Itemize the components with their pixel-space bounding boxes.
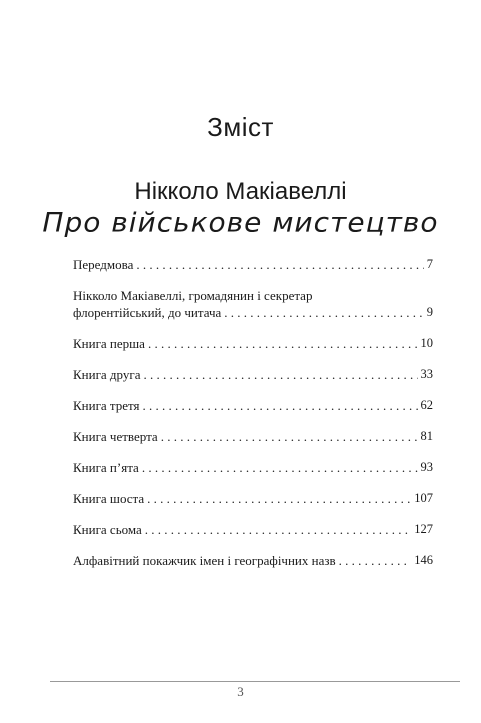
toc-entry-book-1[interactable] xyxy=(73,335,433,352)
toc-leader-dots xyxy=(142,459,418,476)
toc-entry-book-2[interactable] xyxy=(73,366,433,383)
toc-entry-title: Передмова xyxy=(73,257,134,272)
toc-leader-dots xyxy=(147,490,411,507)
toc-page-number: 9 xyxy=(426,305,433,319)
toc-entry-title: Книга третя xyxy=(73,398,140,413)
toc-entry-book-6[interactable] xyxy=(73,490,433,507)
toc-entry-title: Книга перша xyxy=(73,336,145,351)
toc-leader-dots xyxy=(148,335,418,352)
toc-leader-dots xyxy=(145,521,411,538)
toc-entry-title-line1: Нікколо Макіавеллі, громадянин і секретар xyxy=(73,288,313,303)
table-of-contents xyxy=(73,256,433,583)
toc-entry-title: Книга четверта xyxy=(73,429,158,444)
toc-page-number: 33 xyxy=(420,367,433,381)
toc-entry-title: Алфавітний покажчик імен і географічних назв xyxy=(73,553,336,568)
toc-page-number: 7 xyxy=(426,257,433,271)
toc-entry-index[interactable] xyxy=(73,552,433,569)
toc-entry-title: Книга друга xyxy=(73,367,141,382)
book-title: Про військове мистецтво xyxy=(42,206,439,239)
toc-entry-book-7[interactable] xyxy=(73,521,433,538)
footer-divider xyxy=(50,681,460,682)
toc-entry-title: Книга сьома xyxy=(73,522,142,537)
toc-page-number: 146 xyxy=(414,553,433,567)
toc-entry-preface[interactable] xyxy=(73,256,433,273)
page-number: 3 xyxy=(237,684,244,699)
toc-page-number: 107 xyxy=(414,491,433,505)
toc-leader-dots xyxy=(339,552,412,569)
toc-leader-dots xyxy=(136,256,423,273)
toc-entry-title: Книга п’ята xyxy=(73,460,139,475)
toc-page-number: 93 xyxy=(420,460,433,474)
toc-leader-dots xyxy=(143,366,417,383)
toc-page-number: 62 xyxy=(420,398,433,412)
toc-entry-to-reader[interactable] xyxy=(73,287,433,321)
toc-leader-dots xyxy=(161,428,418,445)
toc-entry-book-3[interactable] xyxy=(73,397,433,414)
toc-entry-book-5[interactable] xyxy=(73,459,433,476)
author-name: Нікколо Макіавеллі xyxy=(134,178,347,205)
toc-leader-dots xyxy=(224,304,424,321)
toc-leader-dots xyxy=(143,397,418,414)
toc-page-number: 10 xyxy=(420,336,433,350)
toc-page-number: 81 xyxy=(420,429,433,443)
toc-page-number: 127 xyxy=(414,522,433,536)
contents-heading: Зміст xyxy=(207,112,274,142)
toc-entry-title: Книга шоста xyxy=(73,491,145,506)
toc-entry-book-4[interactable] xyxy=(73,428,433,445)
toc-entry-title-line2: флорентійський, до читача xyxy=(73,305,222,320)
